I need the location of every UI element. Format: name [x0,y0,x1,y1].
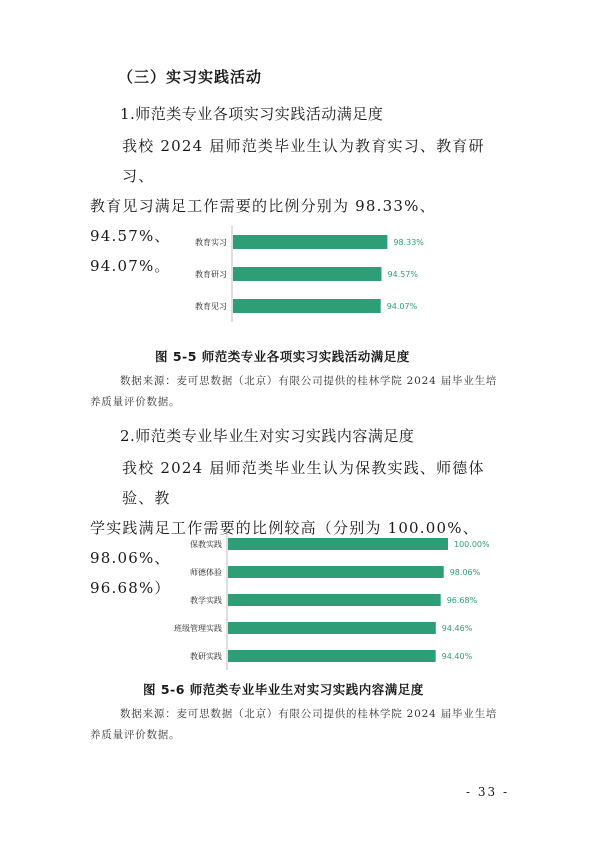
bar [228,650,436,662]
paragraph-line: 学实践满足工作需要的比例较高（分别为 100.00%、98.06%、 [90,519,479,567]
value-label: 94.46% [441,624,473,633]
subsection-1-heading: 1.师范类专业各项实习实践活动满足度 [120,105,384,123]
bar [228,622,436,634]
value-label: 94.40% [441,652,473,661]
source-line: 数据来源：麦可思数据（北京）有限公司提供的桂林学院 2024 届毕业生培 [120,708,498,720]
subsection-2-heading: 2.师范类专业毕业生对实习实践内容满足度 [120,427,415,445]
paragraph-line: 教育见习满足工作需要的比例分别为 98.33%、94.57%、 [90,197,436,245]
paragraph-line: 我校 2024 届师范类毕业生认为保教实践、师德体验、教 [122,459,485,507]
category-label: 教育见习 [195,302,227,311]
bar [233,299,381,313]
page-number: - 33 - [465,785,509,799]
bar [228,538,448,550]
source-line: 养质量评价数据。 [90,396,181,408]
value-label: 98.06% [449,568,481,577]
data-source-note-2 [90,704,510,746]
value-label: 94.07% [386,302,418,311]
category-label: 班级管理实践 [174,624,222,633]
paragraph-line: 94.07%。 [90,257,171,275]
paragraph-line: 我校 2024 届师范类毕业生认为教育实习、教育研习、 [122,137,485,185]
chart-practice-content [155,530,515,670]
section-heading: （三）实习实践活动 [118,68,263,86]
bar [228,594,441,606]
category-label: 保教实践 [190,540,222,549]
figure-caption-5-5: 图 5-5 师范类专业各项实习实践活动满足度 [155,349,410,364]
value-label: 98.33% [393,238,424,247]
category-label: 师德体验 [190,568,222,577]
category-label: 教育实习 [195,238,227,247]
bar [228,566,444,578]
chart-practice-activities [150,226,450,322]
bar [233,235,387,249]
source-line: 养质量评价数据。 [90,729,181,741]
category-label: 教育研习 [195,270,227,279]
category-label: 教学实践 [190,596,222,605]
bar [233,267,381,281]
source-line: 数据来源：麦可思数据（北京）有限公司提供的桂林学院 2024 届毕业生培 [120,375,498,387]
data-source-note-1 [90,371,510,413]
value-label: 96.68% [446,596,478,605]
value-label: 100.00% [454,540,490,549]
figure-caption-5-6: 图 5-6 师范类专业毕业生对实习实践内容满足度 [143,682,424,697]
category-label: 教研实践 [190,652,222,661]
paragraph-line: 96.68%） [90,579,171,597]
value-label: 94.57% [387,270,418,279]
